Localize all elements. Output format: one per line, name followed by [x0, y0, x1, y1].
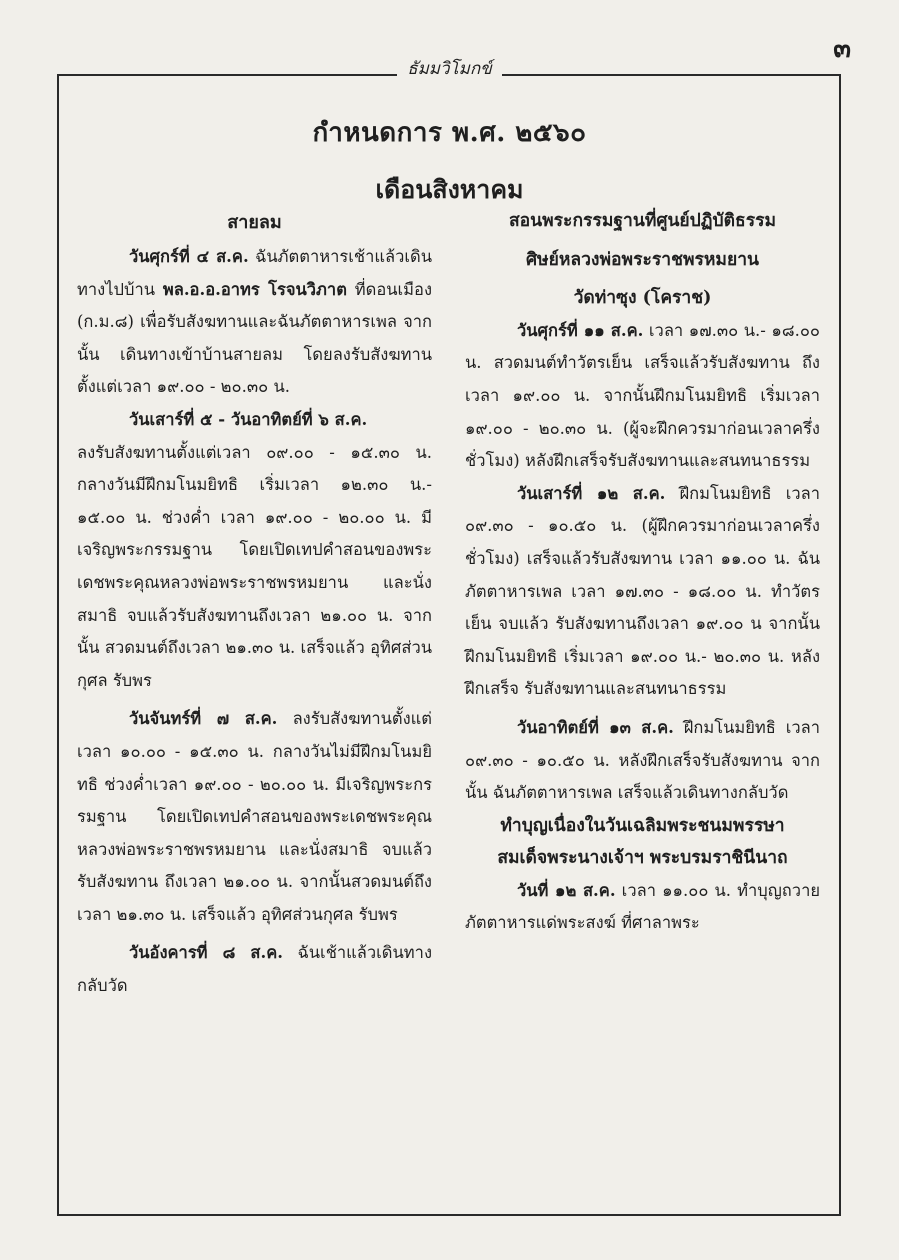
schedule-entry: [465, 712, 820, 810]
entry-text: ที่ดอนเมือง (ก.ม.๘) เพื่อรับสังฆทานและฉันภัตตาหารเพล จากนั้น เดินทางเข้าบ้านสายลม โดยลงรับสังฆทาน ตั้งแต่เวลา ๑๙.๐๐ - ๒๐.๓๐ น.: [77, 279, 432, 397]
entry-date: วันเสาร์ที่ ๕ - วันอาทิตย์ที่ ๖ ส.ค.: [129, 409, 368, 429]
section-heading: วัดท่าซุง (โคราช): [573, 288, 712, 309]
location-heading: สายลม: [227, 212, 282, 233]
schedule-entry: [77, 937, 432, 1002]
schedule-entry: [77, 241, 432, 404]
entry-date: วันเสาร์ที่ ๑๒ ส.ค.: [517, 483, 666, 503]
right-column: [465, 205, 820, 940]
section-heading: ศิษย์หลวงพ่อพระราชพรหมยาน: [525, 249, 760, 270]
schedule-entry: [465, 875, 820, 940]
running-head-text: ธัมมวิโมกข์: [397, 59, 502, 79]
entry-text: ฝึกมโนมยิทธิ เวลา ๐๙.๓๐ - ๑๐.๕๐ น. หลังฝึกเสร็จรับสังฆทาน จากนั้น ฉันภัตตาหารเพล เสร็จแล้วเดินทางกลับวัด: [465, 717, 820, 803]
page-number: ๓: [833, 34, 851, 64]
entry-date: วันศุกร์ที่ ๑๑ ส.ค.: [517, 320, 644, 340]
schedule-entry: [77, 703, 432, 931]
section-heading: สมเด็จพระนางเจ้าฯ พระบรมราชินีนาถ: [497, 848, 788, 869]
entry-text: ฉันภัตตาหารเช้าแล้วเดินทางไปบ้าน: [77, 247, 432, 299]
section-heading: ทำบุญเนื่องในวันเฉลิมพระชนมพรรษา: [500, 815, 785, 836]
schedule-entry-text: ลงรับสังฆทานตั้งแต่เวลา ๐๙.๐๐ - ๑๕.๓๐ น. กลางวันมีฝึกมโนมยิทธิ เริ่มเวลา ๑๒.๓๐ น.- ๑๕.๐๐ น. ช่วงค่ำ เวลา ๑๙.๐๐ - ๒๐.๐๐ น. มีเจริญพระกรรมฐาน โดยเปิดเทปคำสอนของพระเดชพระคุณหลวงพ่อพระราชพรหมยาน และนั่งสมาธิ จบแล้วรับสังฆทานถึงเวลา ๒๑.๐๐ น. จากนั้น สวดมนต์ถึงเวลา ๒๑.๓๐ น. เสร็จแล้ว อุทิศส่วนกุศล รับพร: [77, 442, 432, 690]
running-head: [0, 55, 899, 82]
left-column: [77, 205, 432, 1003]
entry-date: วันอาทิตย์ที่ ๑๓ ส.ค.: [517, 717, 674, 737]
month-subtitle: เดือนสิงหาคม: [375, 175, 524, 204]
page-title: กำหนดการ พ.ศ. ๒๕๖๐: [312, 118, 587, 148]
entry-name: พล.อ.อ.อาทร โรจนวิภาต: [162, 279, 347, 299]
schedule-entry: [77, 404, 432, 437]
entry-date: วันจันทร์ที่ ๗ ส.ค.: [129, 709, 278, 729]
entry-text: ฉันเช้าแล้วเดินทางกลับวัด: [77, 943, 432, 996]
entry-date: วันอังคารที่ ๘ ส.ค.: [129, 943, 283, 963]
schedule-entry: [465, 478, 820, 706]
entry-date: วันที่ ๑๒ ส.ค.: [517, 880, 616, 900]
entry-text: ลงรับสังฆทานตั้งแต่เวลา ๑๐.๐๐ - ๑๕.๓๐ น. กลางวันไม่มีฝึกมโนมยิทธิ ช่วงค่ำเวลา ๑๙.๐๐ - ๒๐.๐๐ น. มีเจริญพระกรรมฐาน โดยเปิดเทปคำสอนของพระเดชพระคุณหลวงพ่อพระราชพรหมยาน และนั่งสมาธิ จบแล้ว รับสังฆทาน ถึงเวลา ๒๑.๐๐ น. จากนั้นสวดมนต์ถึงเวลา ๒๑.๓๐ น. เสร็จแล้ว อุทิศส่วนกุศล รับพร: [77, 709, 432, 924]
entry-text: เวลา ๑๑.๐๐ น. ทำบุญถวายภัตตาหารแด่พระสงฆ์ ที่ศาลาพระ: [465, 880, 820, 933]
entry-text: เวลา ๑๗.๓๐ น.- ๑๘.๐๐ น. สวดมนต์ทำวัตรเย็น เสร็จแล้วรับสังฆทาน ถึงเวลา ๑๙.๐๐ น. จากนั้นฝึกมโนมยิทธิ เริ่มเวลา ๑๙.๐๐ - ๒๐.๓๐ น. (ผู้จะฝึกควรมาก่อนเวลาครึ่งชั่วโมง) หลังฝึกเสร็จรับสังฆทานและสนทนาธรรม: [465, 320, 820, 471]
schedule-entry: [465, 315, 820, 478]
entry-text: ฝึกมโนมยิทธิ เวลา ๐๙.๓๐ - ๑๐.๕๐ น. (ผู้ฝึกควรมาก่อนเวลาครึ่งชั่วโมง) เสร็จแล้วรับสังฆทาน เวลา ๑๑.๐๐ น. ฉันภัตตาหารเพล เวลา ๑๗.๓๐ - ๑๘.๐๐ น. ทำวัตรเย็น จบแล้ว รับสังฆทานถึงเวลา ๑๙.๐๐ น จากนั้นฝึกมโนมยิทธิ เริ่มเวลา ๑๙.๐๐ น.- ๒๐.๓๐ น. หลังฝึกเสร็จ รับสังฆทานและสนทนาธรรม: [465, 483, 820, 699]
entry-date: วันศุกร์ที่ ๔ ส.ค.: [129, 247, 249, 266]
section-heading: สอนพระกรรมฐานที่ศูนย์ปฏิบัติธรรม: [508, 211, 777, 231]
